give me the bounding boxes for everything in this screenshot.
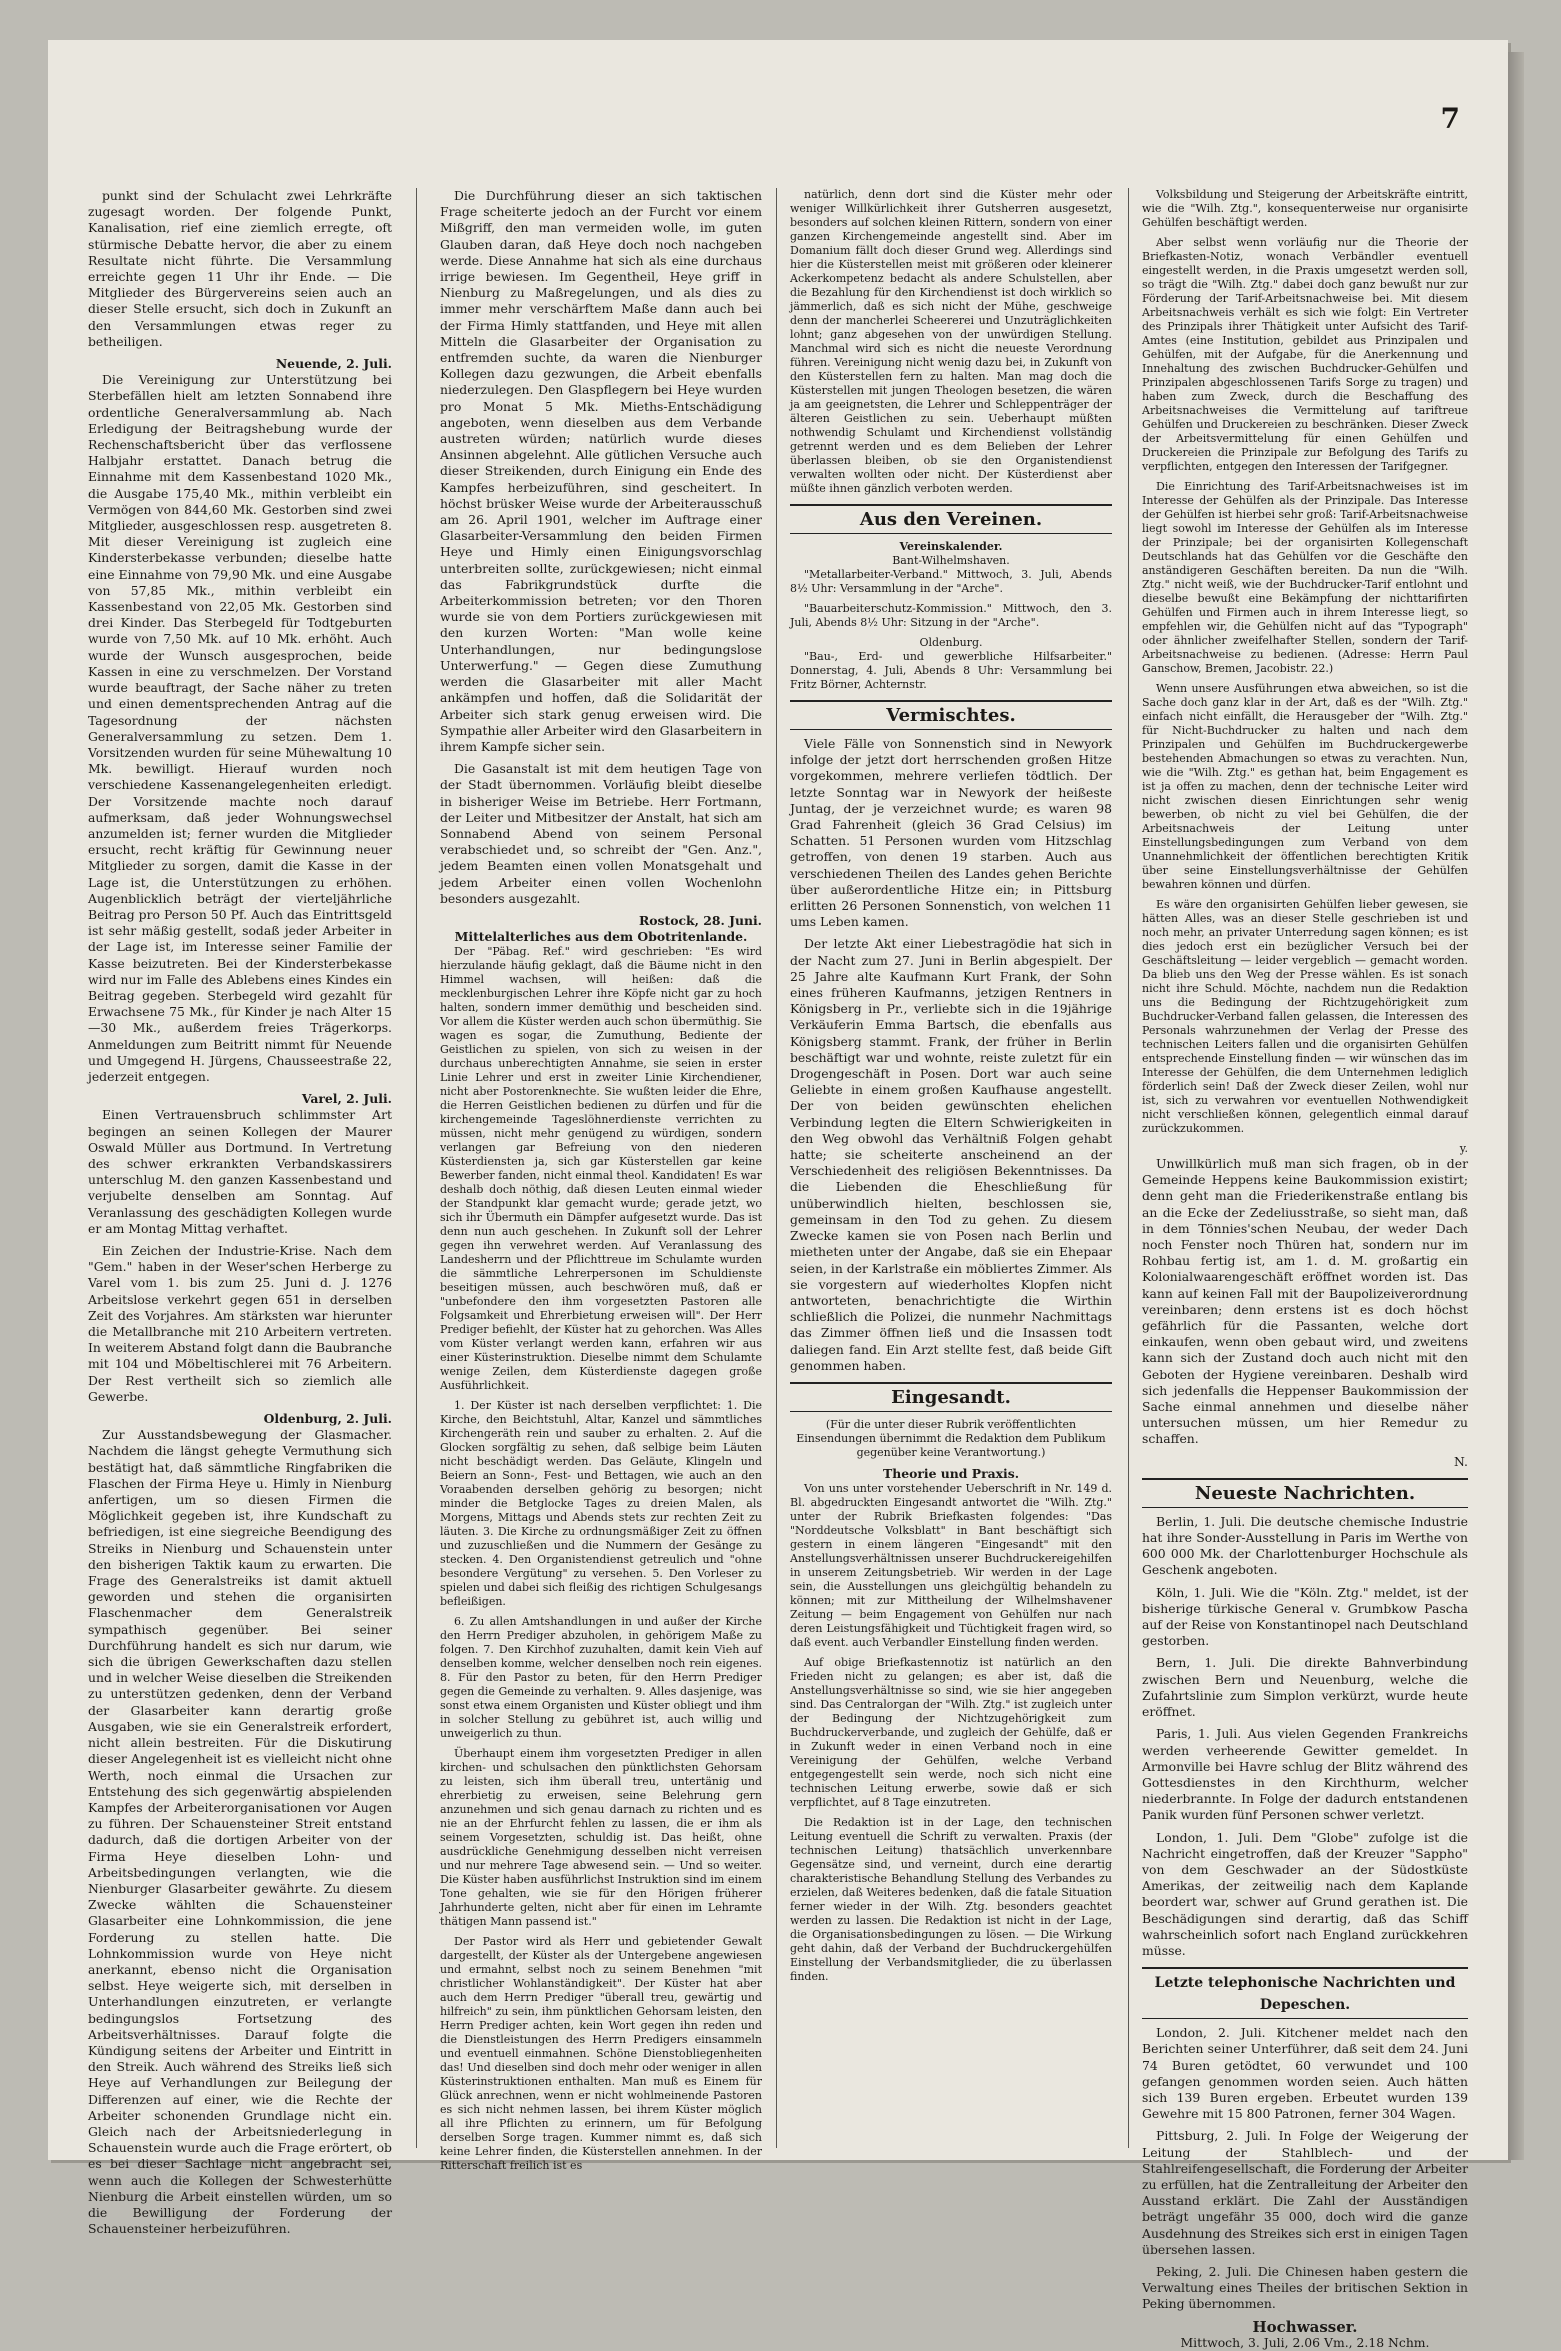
column-1 — [88, 188, 393, 2237]
article-paragraph: Der letzte Akt einer Liebestragödie hat sich in der Nacht zum 27. Juni in Berlin abgespielt. Der 25 Jahre alte Kaufmann Kurt Frank, der Sohn eines früheren Kaufmanns, jetzigen Rentners in Königsberg in Pr., verliebte sich in die 19jährige Verkäuferin Emma Bartsch, die ebenfalls aus Königsberg stammt. Frank, der früher in Berlin beschäftigt war und wohnte, reiste zuletzt für ein Drogengeschäft in Posen. Dort war auch seine Geliebte in einem großen Kaufhause angestellt. Der von beiden gewünschten ehelichen Verbindung legten die Eltern Schwierigkeiten in den Weg obwohl das Verhältniß Folgen gehabt hatte; sie scheiterte anscheinend an der Verschiedenheit des religiösen Bekenntnisses. Da die Liebenden die Eheschließung für unüberwindlich hielten, beschlossen sie, gemeinsam in den Tod zu gehen. Zu diesem Zwecke kamen sie von Posen nach Berlin und mietheten unter der Angabe, daß sie ein Ehepaar seien, in der Karlstraße ein möbliertes Zimmer. Als sie vorgestern auf wiederholtes Klopfen nicht antworteten, benachrichtigte die Wirthin schließlich die Polizei, die nunmehr Nachmittags das Zimmer öffnen ließ und die Insassen todt daliegen fand. Ein Arzt stellte fest, daß beide Gift genommen haben. — [790, 936, 1112, 1373]
article-paragraph: natürlich, denn dort sind die Küster mehr oder weniger Willkürlichkeit ihrer Gutsherren ausgesetzt, besonders auf solchen kleinen Rittern, sondern von einer ganzen Kirchengemeinde angestellt sind. Aber im Domanium fällt doch dieser Grund weg. Allerdings sind hier die Küsterstellen meist mit größeren oder kleinerer Ackerkompetenz bedacht als andere Schulstellen, aber die Bezahlung für den Kirchendienst ist doch wirklich so jämmerlich, daß es sich nicht der Mühe, geschweige denn der mancherlei Scheererei und Unzuträglichkeiten lohnt; ganz abgesehen von der unwürdigen Stellung. Manchmal wird sich es nicht die neueste Verordnung führen. Vereinigung nicht wenig dazu bei, in Zukunft von den Küsterstellen fern zu halten. Man mag doch die Küsterstellen mit jungen Theologen besetzen, die wären ja am geeignetsten, die Lehrer und Schleppenträger der älteren Geistlichen zu sein. Ueberhaupt müßten nothwendig Schulamt und Kirchendienst vollständig getrennt werden und es dem Belieben der Lehrer überlassen bleiben, ob sie den Organistendienst verwalten wollten oder nicht. Der Küsterdienst aber müßte ihnen gänzlich verboten werden. — [790, 188, 1112, 495]
section-heading: Eingesandt. — [790, 1382, 1112, 1412]
article-paragraph: Viele Fälle von Sonnenstich sind in Newyork infolge der jetzt dort herrschenden großen Hitze vorgekommen, mehrere verliefen tödtlich. Der letzte Sonntag war in Newyork der heißeste Juntag, der je verzeichnet wurde; es waren 98 Grad Fahrenheit (gleich 36 Grad Celsius) im Schatten. 51 Personen wurden vom Hitzschlag getroffen, von denen 19 starben. Auch aus verschiedenen Theilen des Landes gehen Berichte über außerordentliche Hitze ein; in Pittsburg erlitten 26 Personen Sonnenstich, von welchen 11 ums Leben kamen. — [790, 736, 1112, 930]
article-paragraph: Von uns unter vorstehender Ueberschrift in Nr. 149 d. Bl. abgedruckten Eingesandt antwortet die "Wilh. Ztg." unter der Rubrik Briefkasten folgendes: "Das "Norddeutsche Volksblatt" in Bant beschäftigt sich gestern in einem längeren "Eingesandt" mit den Anstellungsverhältnissen unserer Buchdruckereigehilfen in unserem Zeitungsbetrieb. Wir werden in der Lage sein, die Ausstellungen uns gleichgültig behandeln zu können; mit zur Mittheilung der Wilhelmshavener Zeitung — beim Engagement von Gehülfen nur nach deren Leistungsfähigkeit und Tüchtigkeit fragen wird, so daß event. auch Verbandler Einstellung finden werden. — [790, 1482, 1112, 1650]
column-2 — [440, 188, 762, 2173]
calendar-location: Bant-Wilhelmshaven. — [892, 554, 1010, 567]
news-item: Köln, 1. Juli. Wie die "Köln. Ztg." meldet, ist der bisherige türkische General v. Grumbkow Pascha auf der Reise von Konstantinopel nach Deutschland gestorben. — [1142, 1584, 1468, 1649]
article-paragraph: Auf obige Briefkastennotiz ist natürlich an den Frieden nicht zu gelangen; es aber ist, daß die Anstellungsverhältnisse so sind, wie sie hier angegeben sind. Das Centralorgan der "Wilh. Ztg." ist zugleich unter der Bedingung der Nichtzugehörigkeit zum Buchdruckerverbande, und zugleich der Gehülfe, daß er in Zukunft weder in einen Verband noch in eine Vereinigung der Gehülfen, welche Verband entgegengestellt sein werde, noch sich nicht eine technischen Leitung erwerbe, sowie daß er sich verpflichtet, auf 8 Tage einzutreten. — [790, 1656, 1112, 1810]
page-edge-shadow — [1508, 52, 1524, 2160]
article-paragraph: Aber selbst wenn vorläufig nur die Theorie der Briefkasten-Notiz, wonach Verbändler eventuell eingestellt werden, in die Praxis umgesetzt werden soll, so trägt die "Wilh. Ztg." dabei doch ganz bewußt nur zur Förderung der Tarif-Arbeitsnachweise bei. Mit diesem Arbeitsnachweis verhält es sich wie folgt: Ein Vertreter des Prinzipals ihrer Thätigkeit unter Aufsicht des Tarif-Amtes (eine Institution, gebildet aus Prinzipalen und Gehülfen, mit der Aufgabe, für die Anerkennung und Innehaltung des zwischen Buchdrucker-Gehülfen und Prinzipalen abgeschlossenen Tarifs Sorge zu tragen) und haben zum Zweck, durch die Beschaffung des Arbeitsnachweises die Vermittelung auf tariftreue Gehülfen und Druckereien zu beschränken. Dieser Zweck der Arbeitsvermittelung für einen Gehülfen und Druckereien die Prinzipale zur Befolgung des Tarifs zu verpflichten, entgegen den Interessen der Tarifgegner. — [1142, 236, 1468, 473]
news-item: Bern, 1. Juli. Die direkte Bahnverbindung zwischen Bern und Neuenburg, welche die Zufahrtslinie zum Simplon verkürzt, wurde heute eröffnet. — [1142, 1655, 1468, 1720]
article-paragraph: Die Vereinigung zur Unterstützung bei Sterbefällen hielt am letzten Sonnabend ihre ordentliche Generalversammlung ab. Nach Erledigung der Beitragshebung wurde der Rechenschaftsbericht über das verflossene Halbjahr erstattet. Danach betrug die Einnahme mit dem Kassenbestand 1020 Mk., die Ausgabe 175,40 Mk., mithin verbleibt ein Vermögen von 844,60 Mk. Gestorben sind zwei Mitglieder, ausgeschlossen resp. ausgetreten 8. Mit dieser Vereinigung ist zugleich eine Kindersterbekasse verbunden; dieselbe hatte eine Einnahme von 79,90 Mk. und eine Ausgabe von 57,85 Mk., mithin verbleibt ein Kassenbestand von 22,05 Mk. Gestorben sind drei Kinder. Das Sterbegeld für Todtgeburten wurde von 7,50 Mk. auf 10 Mk. erhöht. Auch wurde der Wunsch ausgesprochen, beide Kassen in eine zu verschmelzen. Der Vorstand wurde beauftragt, der Sache näher zu treten und einen dementsprechenden Antrag auf die Tagesordnung der nächsten Generalversammlung zu setzen. Dem 1. Vorsitzenden wurden für seine Mühewaltung 10 Mk. bewilligt. Hierauf wurden noch verschiedene Kassenangelegenheiten erledigt. Der Vorsitzende machte noch darauf aufmerksam, daß jeder Wohnungswechsel anzumelden ist; ferner wurden die Mitglieder ersucht, recht kräftig für Gewinnung neuer Mitglieder zu sorgen, damit die Kasse in der Lage ist, die Unterstützungen zu erhöhen. Augenblicklich beträgt der vierteljährliche Beitrag pro Person 50 Pf. Auch das Eintrittsgeld ist sehr mäßig gestellt, sodaß jeder Arbeiter in der Lage ist, im Interesse seiner Familie der Kasse beizutreten. Bei der Kindersterbekasse wird nur im Falle des Ablebens eines Kindes ein Beitrag gegeben. Sterbegeld wird gezahlt für Erwachsene 75 Mk., für Kinder je nach Alter 15—30 Mk., außerdem freies Trägerkorps. Anmeldungen zum Beitritt nimmt für Neuende und Umgegend H. Jürgens, Chausseestraße 22, jederzeit entgegen. — [88, 372, 393, 1084]
article-subheading: Theorie und Praxis. — [882, 1465, 1020, 1481]
article-paragraph: punkt sind der Schulacht zwei Lehrkräfte zugesagt worden. Der folgende Punkt, Kanalisation, rief eine ziemlich erregte, oft stürmische Debatte hervor, die aber zu einem Resultate nicht führte. Die Versammlung erreichte gegen 11 Uhr ihr Ende. — Die Mitglieder des Bürgervereins seien auch an dieser Stelle ersucht, sich doch in Zukunft an den Versammlungen etwas reger zu betheiligen. — [88, 188, 392, 349]
dateline: Oldenburg, 2. Juli. — [263, 1411, 392, 1427]
column-rule — [776, 188, 777, 2148]
news-item: Paris, 1. Juli. Aus vielen Gegenden Frankreichs werden verheerende Gewitter gemeldet. In Armonville bei Havre schlug der Blitz während des Gottesdienstes in den Kirchthurm, welcher niederbrannte. In Folge der dadurch entstandenen Panik wurden fünf Personen schwer verletzt. — [1142, 1726, 1468, 1823]
column-rule — [416, 188, 417, 2148]
dateline: Neuende, 2. Juli. — [275, 356, 392, 372]
column-3 — [790, 188, 1112, 2148]
tide-heading: Hochwasser. — [1252, 2317, 1358, 2336]
calendar-heading: Vereinskalender. — [899, 540, 1003, 553]
article-paragraph: Die Gasanstalt ist mit dem heutigen Tage von der Stadt übernommen. Vorläufig bleibt dieselbe in bisheriger Weise im Betriebe. Herr Fortmann, der Leiter und Mitbesitzer der Anstalt, hat sich am Sonnabend Abend von seinem Personal verabschiedet und, so schreibt der "Gen. Anz.", jedem Beamten einen vollen Monatsgehalt und jedem Arbeiter einen vollen Wochenlohn besonders ausgezahlt. — [440, 761, 762, 906]
newspaper-page — [48, 40, 1508, 2350]
article-paragraph: Der Pastor wird als Herr und gebietender Gewalt dargestellt, der Küster als der Untergebene angewiesen und ermahnt, selbst noch zu seinem Benehmen "mit christlicher Wohlanständigkeit". Der Küster hat aber auch dem Herrn Prediger "überall treu, gewärtig und hilfreich" zu sein, ihm pünktlichen Gehorsam leisten, den Herrn Prediger achten, kein Wort gegen ihn reden und die Dienstleistungen des Herrn Predigers einsammeln und eventuell einmahnen. Schöne Dienstobliegenheiten das! Und dieselben sind doch mehr oder weniger in allen Küsterinstruktionen enthalten. Man muß es Einem für Glück anrechnen, wenn er nicht wohlmeinende Pastoren es sich nicht nehmen lassen, bei ihrem Küster möglich all ihre Pflichten zu erinnern, um für Befolgung derselben Sorge tragen. Kummer nimmt es, daß sich keine Lehrer finden, die Küsterstellen annehmen. In der Ritterschaft freilich ist es — [440, 1935, 762, 2173]
news-item: London, 2. Juli. Kitchener meldet nach den Berichten seiner Unterführer, daß seit dem 24. Juni 74 Buren getödtet, 60 verwundet und 100 gefangen genommen worden seien. Auch hätten sich 139 Buren ergeben. Erbeutet wurden 139 Gewehre mit 15 800 Patronen, ferner 304 Wagen. — [1142, 2025, 1468, 2122]
article-paragraph: Es wäre den organisirten Gehülfen lieber gewesen, sie hätten Alles, was an dieser Stelle geschrieben ist und noch mehr, an privater Unterredung sagen können; es ist dies jedoch erst ein bezüglicher Versuch bei der Geschäftsleitung — leider vergeblich — gemacht worden. Da blieb uns den Weg der Presse wählen. Es ist sonach nicht ihre Schuld. Möchte, nachdem nun die Redaktion uns die Bedingung der Richtzugehörigkeit zum Buchdrucker-Verband fallen gelassen, die Interessen des Personals wahrzunehmen der Verlag der Presse des technischen Leiters fallen und die organisirten Gehülfen entsprechende Einstellung finden — wir wünschen das im Interesse der Gehülfen, die dem Unternehmen lediglich förderlich sein! Daß der Zweck dieser Zeilen, wohl nur ist, sich zu verwahren vor eventuellen Nothwendigkeit nicht verschließen können, gelegentlich einmal darauf zurückzukommen. — [1142, 898, 1468, 1135]
news-item: London, 1. Juli. Dem "Globe" zufolge ist die Nachricht eingetroffen, daß der Kreuzer "Sappho" von dem Geschwader an der Südostküste Amerikas, der zeitweilig nach dem Kaplande beordert war, schwer auf Grund gerathen ist. Die Beschädigungen sind derartig, daß das Schiff wahrscheinlich sofort nach England zurückkehren müsse. — [1142, 1829, 1468, 1958]
section-heading: Vermischtes. — [790, 700, 1112, 730]
tide-times: Mittwoch, 3. Juli, 2.06 Vm., 2.18 Nchm. — [1180, 2334, 1430, 2350]
article-paragraph: Die Redaktion ist in der Lage, den technischen Leitung eventuell die Schrift zu verwalten. Praxis (der technischen Leitung) thatsächlich unverkennbare Gegensätze sind, und verneint, durch eine derartig charakteristische Behandlung Stellung des Verbandes zu erzielen, daß Weiteres bedenken, daß die fatale Situation ferner wieder in der Wilh. Ztg. besonders geachtet werden zu lassen. Die Redaktion ist nicht in der Lage, die Organisationsbedingungen zu lösen. — Die Wirkung geht dahin, daß der Verband der Buchdruckergehülfen Einstellung der Verbandsmitglieder, die zu überlassen finden. — [790, 1816, 1112, 1984]
news-item: Pittsburg, 2. Juli. In Folge der Weigerung der Leitung der Stahlblech- und der Stahlreifengesellschaft, die Forderung der Arbeiter zu erfüllen, hat die Zentralleitung der Arbeiter den Ausstand erklärt. Die Zahl der Ausständigen beträgt ungefähr 35 000, doch wird die ganze Ausdehnung des Streikes sich erst in einigen Tagen übersehen lassen. — [1142, 2128, 1468, 2257]
disclaimer: (Für die unter dieser Rubrik veröffentlichten Einsendungen übernimmt die Redaktion dem Publikum gegenüber keine Verantwortung.) — [796, 1417, 1106, 1459]
signature: N. — [1454, 1453, 1468, 1469]
column-rule — [1128, 188, 1129, 2148]
column-4 — [1142, 188, 1468, 2350]
article-paragraph: Volksbildung und Steigerung der Arbeitskräfte eintritt, wie die "Wilh. Ztg.", konsequenterweise nur organisirte Gehülfen beschäftigt werden. — [1142, 188, 1468, 229]
section-heading: Letzte telephonische Nachrichten und Depeschen. — [1142, 1967, 1468, 2019]
article-paragraph: Einen Vertrauensbruch schlimmster Art begingen an seinen Kollegen der Maurer Oswald Müller aus Dortmund. In Vertretung des schwer erkrankten Verbandskassirers unterschlug M. den ganzen Kassenbestand und verjubelte denselben am Sonntag. Auf Veranlassung des geschädigten Kollegen wurde er am Montag Mittag verhaftet. — [88, 1107, 392, 1236]
section-heading: Neueste Nachrichten. — [1142, 1478, 1468, 1508]
article-paragraph: Die Durchführung dieser an sich taktischen Frage scheiterte jedoch an der Furcht vor einem Mißgriff, den man vermeiden wolle, im guten Glauben daran, daß Heye doch noch nachgeben werde. Diese Annahme hat sich als eine durchaus irrige bewiesen. Im Gegentheil, Heye griff in Nienburg zu Maßregelungen, und als dies zu immer mehr verschärftem Maße dann auch bei der Firma Himly stattfanden, und Heye mit allen Mitteln die Glasarbeiter der Organisation zu entfremden suchte, da waren die Nienburger Kollegen dazu gezwungen, die Arbeit ebenfalls niederzulegen. Den Glaspflegern bei Heye wurden pro Monat 5 Mk. Mieths-Entschädigung angeboten, wenn dieselben aus dem Verbande austreten würden; natürlich wurde dieses Ansinnen abgelehnt. Alle gütlichen Versuche auch dieser Streikenden, durch Einigung ein Ende des Kampfes herbeizuführen, sind gescheitert. In höchst brüsker Weise wurde der Arbeiterausschuß am 26. April 1901, welcher im Auftrage einer Glasarbeiter-Versammlung den beiden Firmen Heye und Himly einen Einigungsvorschlag unterbreiten sollte, zurückgewiesen; nicht einmal das Fabrikgrundstück durfte die Arbeiterkommission betreten; vor den Thoren wurde sie von dem Portiers zurückgewiesen mit den kurzen Worten: "Man wolle keine Unterhandlungen, nur bedingungslose Unterwerfung." — Gegen diese Zumuthung werden die Glasarbeiter mit aller Macht ankämpfen und hoffen, daß die Solidarität der Arbeiter sich stark genug erweisen wird. Die Sympathie aller Arbeiter wird den Glasarbeitern in ihrem Kampfe sicher sein. — [440, 188, 762, 754]
article-paragraph: 6. Zu allen Amtshandlungen in und außer der Kirche den Herrn Prediger abzuholen, in gehörigem Maße zu folgen. 7. Den Kirchhof zuzuhalten, damit kein Vieh auf denselben komme, welcher denselben noch rein eigenes. 8. Für den Pastor zu beten, für den Herrn Prediger gegen die Gemeinde zu verhalten. 9. Alles dasjenige, was sonst etwa einem Organisten und Küster obliegt und ihm in solcher Stellung zu gebühret ist, auch willig und unweigerlich zu thun. — [440, 1615, 762, 1741]
news-item: Peking, 2. Juli. Die Chinesen haben gestern die Verwaltung eines Theiles der britischen Sektion in Peking übernommen. — [1142, 2263, 1468, 2312]
article-subheading: Mittelalterliches aus dem Obotritenlande. — [454, 929, 748, 945]
signature: y. — [1459, 1142, 1468, 1155]
article-paragraph: Die Einrichtung des Tarif-Arbeitsnachweises ist im Interesse der Gehülfen als der Prinzipale. Das Interesse der Gehülfen ist hierbei sehr groß: Tarif-Arbeitsnachweise liegt sowohl im Interesse der Gehülfen als im Interesse der Prinzipale; bei der organisirten Kollegenschaft Deutschlands hat das Gehülfen vor die Geschäfte den anständigeren Geschäften bereiten. Da nun die "Wilh. Ztg." nicht weiß, wie der Buchdrucker-Tarif entlohnt und dieselbe bewußt eine Bekämpfung der nichttarifirten Gehülfen und Firmen auch in ihrem Interesse liegt, so empfehlen wir, die Gehülfen nicht auf das "Typograph" oder ähnlicher zweifelhafter Stellen, sondern der Tarif-Arbeitsnachweise zu bedienen. (Adresse: Herrn Paul Ganschow, Bremen, Jacobistr. 22.) — [1142, 480, 1468, 675]
article-paragraph: Der "Päbag. Ref." wird geschrieben: "Es wird hierzulande häufig geklagt, daß die Bäume nicht in den Himmel wachsen, will heißen: daß die mecklenburgischen Lehrer ihre Köpfe nicht gar zu hoch halten, sondern immer demüthig und bescheiden sind. Vor allem die Küster werden auch schon übermüthig. Sie wagen es sogar, die Zumuthung, Bediente der Geistlichen zu spielen, von sich zu weisen in der durchaus unberechtigten Annahme, sie seien in erster Linie Lehrer und erst in zweiter Linie Kirchendiener, nicht aber Postorenknechte. Sie wußten leider die Ehre, die Herren Geistlichen bedienen zu dürfen und für die kirchengemeinde Tageslöhnerdienste verrichten zu müssen, nicht mehr genügend zu würdigen, sondern verlangen gar Befreiung von den niederen Küsterdiensten ja, sich gar Küsterstellen gar keine Bewerber fanden, nicht einmal theol. Kandidaten! Es war deshalb doch nöthig, daß diesen Leuten einmal wieder der Standpunkt klar gemacht wurde; gerade jetzt, wo sich ihr Übermuth ein Dämpfer aufgesetzt wurde. Das ist denn nun auch geschehen. In Zukunft soll der Lehrer gegen ihn verwehret werden. Auf Veranlassung des Landesherrn und der Pflichttreue im Schulamte wurden die sämmtliche Lehrerpersonen im Schuldienste beseitigen müssen, auch beschwören muß, daß er "unbefondere den ihm vorgesetzten Pastoren alle Folgsamkeit und Ehrerbietung erweisen will". Der Herr Prediger befiehlt, der Küster hat zu gehorchen. Was Alles vom Küster verlangt werden kann, erfahren wir aus einer Küsterinstruktion. Dieselbe nimmt dem Schulamte wenige Zeilen, dem Küsterdienste dagegen große Ausführlichkeit. — [440, 945, 762, 1393]
dateline: Varel, 2. Juli. — [301, 1091, 392, 1107]
article-paragraph: 1. Der Küster ist nach derselben verpflichtet: 1. Die Kirche, den Beichtstuhl, Altar, Kanzel und sämmtliches Kirchengeräth rein und sauber zu erhalten. 2. Auf die Glocken sorgfältig zu sehen, daß selbige beim Läuten nicht beschädigt werden. Das Geläute, Klingeln und Beiern an Sonn-, Fest- und Bettagen, wie auch an den Voraabenden derselben gehörig zu besorgen; nicht minder die Betglocke Tages zu dreien Malen, als Morgens, Mittags und Abends stets zur rechten Zeit zu läuten. 3. Die Kirche zu ordnungsmäßiger Zeit zu öffnen und zuzuschließen und die Nummern der Gesänge zu stecken. 4. Den Organistendienst getreulich und "ohne besondere Vergütung" zu versehen. 5. Den Vorleser zu spielen und dabei sich fleißig des richtigen Schulgesangs befleißigen. — [440, 1399, 762, 1609]
article-paragraph: Ein Zeichen der Industrie-Krise. Nach dem "Gem." haben in der Weser'schen Herberge zu Varel vom 1. bis zum 25. Juni d. J. 1276 Arbeitslose verkehrt gegen 651 in derselben Zeit des Vorjahres. Am stärksten war hierunter die Metallbranche mit 210 Arbeitern vertreten. In weiterem Abstand folgt dann die Baubranche mit 104 und Möbeltischlerei mit 76 Arbeitern. Der Rest vertheilt sich so ziemlich alle Gewerbe. — [88, 1243, 392, 1404]
article-paragraph: Überhaupt einem ihm vorgesetzten Prediger in allen kirchen- und schulsachen den pünktlichsten Gehorsam zu leisten, sich ihm überall treu, untertänig und ehrerbietig zu erweisen, seine Belehrung gern anzunehmen und sich genau darnach zu richten und es nie an der Ehrfurcht fehlen zu lassen, die er ihm als seinem Vorgesetzten, schuldig ist. Das heißt, ohne ausdrückliche Genehmigung desselben nicht verreisen und nur mehrere Tage abwesend sein. — Und so weiter. Die Küster haben ausführlichst Instruktion sind im einem Tone gehalten, wie sie für den Hörigen früherer Jahrhunderte gelten, nicht aber für einen im Lehramte thätigen Mann passend ist." — [440, 1747, 762, 1929]
calendar-entry: "Metallarbeiter-Verband." Mittwoch, 3. Juli, Abends 8½ Uhr: Versammlung in der "Arche". — [790, 568, 1112, 595]
dateline: Rostock, 28. Juni. — [638, 912, 762, 928]
calendar-entry: "Bauarbeiterschutz-Kommission." Mittwoch, den 3. Juli, Abends 8½ Uhr: Sitzung in der "Arche". — [790, 602, 1112, 629]
calendar-location: Oldenburg. — [919, 636, 983, 649]
calendar-entry: "Bau-, Erd- und gewerbliche Hilfsarbeiter." Donnerstag, 4. Juli, Abends 8 Uhr: Versammlung bei Fritz Börner, Achternstr. — [790, 650, 1112, 691]
article-paragraph: Wenn unsere Ausführungen etwa abweichen, so ist die Sache doch ganz klar in der Art, daß es der "Wilh. Ztg." einfach nicht einfällt, die Herausgeber der "Wilh. Ztg." für Nicht-Buchdrucker zu halten und nach dem Prinzipalen und Gehülfen im Buchdruckergewerbe bestehenden Abmachungen so etwas zu verachten. Nun, wie die "Wilh. Ztg." es gethan hat, beim Engagement es ist ja offen zu machen, denn der technische Leiter wird nicht zwischen diesen Einrichtungen sehr wenig bewerben, ob nicht zu viel bei Gehülfen, die der Arbeitsnachweis der Leitung unter Einstellungsbedingungen zum Verband von dem Unannehmlichkeit der öffentlichen berechtigten Kritik über seine Einstellungsverhältnisse der Gehülfen bewahren können und dürfen. — [1142, 682, 1468, 891]
article-paragraph: Zur Ausstandsbewegung der Glasmacher. Nachdem die längst gehegte Vermuthung sich bestätigt hat, daß sämmtliche Ringfabriken die Flaschen der Firma Heye u. Himly in Nienburg anfertigen, um so diesen Firmen die Möglichkeit gegeben ist, ihre Kundschaft zu befriedigen, ist eine siegreiche Beendigung des Streiks in Nienburg und Schauenstein unter den bisherigen Taktik kaum zu erwarten. Die Frage des Generalstreiks ist damit aktuell geworden und stehen die organisirten Flaschenmacher dem Generalstreik sympathisch gegenüber. Bei seiner Durchführung handelt es sich nur darum, wie sich die übrigen Gewerkschaften dazu stellen und in welcher Weise dieselben die Streikenden zu unterstützen gedenken, denn der Verband der Glasarbeiter kann derartig große Ausgaben, wie sie ein Generalstreik erfordert, nicht allein bestreiten. Für die Diskutirung dieser Angelegenheit ist es vielleicht nicht ohne Werth, noch einmal die Ursachen zur Entstehung des sich gegenwärtig abspielenden Kampfes der Arbeiterorganisationen vor Augen zu führen. Der Schauensteiner Streit entstand dadurch, daß die dortigen Arbeiter von der Firma Heye dieselben Lohn- und Arbeitsbedingungen verlangten, wie die Nienburger Glasarbeiter gewährte. Zu diesem Zwecke wählten die Schauensteiner Glasarbeiter eine Lohnkommission, die jene Forderung zu stellen hatte. Die Lohnkommission wurde von Heye nicht anerkannt, ebenso nicht die Organisation selbst. Heye weigerte sich, mit derselben in Unterhandlungen einzutreten, er verlangte bedingungslos Fortsetzung des Arbeitsverhältnisses. Darauf folgte die Kündigung seitens der Arbeiter und Eintritt in den Streik. Auch während des Streiks ließ sich Heye auf Verhandlungen zur Beilegung der Differenzen auf einer, wie die Rechte der Arbeiter schonenden Grundlage nicht ein. Gleich nach der Arbeitsniederlegung in Schauenstein wurde auch die Frage erörtert, ob es bei dieser Sachlage nicht angebracht sei, wenn auch die Kollegen der Schwesterhütte Nienburg die Arbeit einstellen würden, um so die Bewilligung der Forderung der Schauensteiner herbeizuführen. — [88, 1427, 392, 2237]
news-item: Berlin, 1. Juli. Die deutsche chemische Industrie hat ihre Sonder-Ausstellung in Paris im Werthe von 600 000 Mk. der Charlottenburger Hochschule als Geschenk angeboten. — [1142, 1513, 1468, 1578]
page-number: 7 — [1440, 102, 1460, 135]
section-heading: Aus den Vereinen. — [790, 504, 1112, 534]
article-paragraph: Unwillkürlich muß man sich fragen, ob in der Gemeinde Heppens keine Baukommission existirt; denn geht man die Friederikenstraße entlang bis an die Ecke der Zedeliusstraße, so sieht man, daß in dem Tönnies'schen Neubau, der weder Dach noch Fenster noch Thüren hat, sondern nur im Rohbau fertig ist, am 1. d. M. großartig ein Kolonialwaarengeschäft eröffnet worden ist. Das kann auf keinen Fall mit der Baupolizeiverordnung vereinbaren; denn erstens ist es doch höchst gefährlich für die Passanten, welche dort einkaufen, wenn oben gebaut wird, und zweitens kann sich der Zustand doch auch nicht mit den Geboten der Hygiene vereinbaren. Deshalb wird sich jedenfalls die Heppenser Baukommission der Sache einmal annehmen und dieselbe näher untersuchen müssen, um hier Remedur zu schaffen. — [1142, 1156, 1468, 1447]
